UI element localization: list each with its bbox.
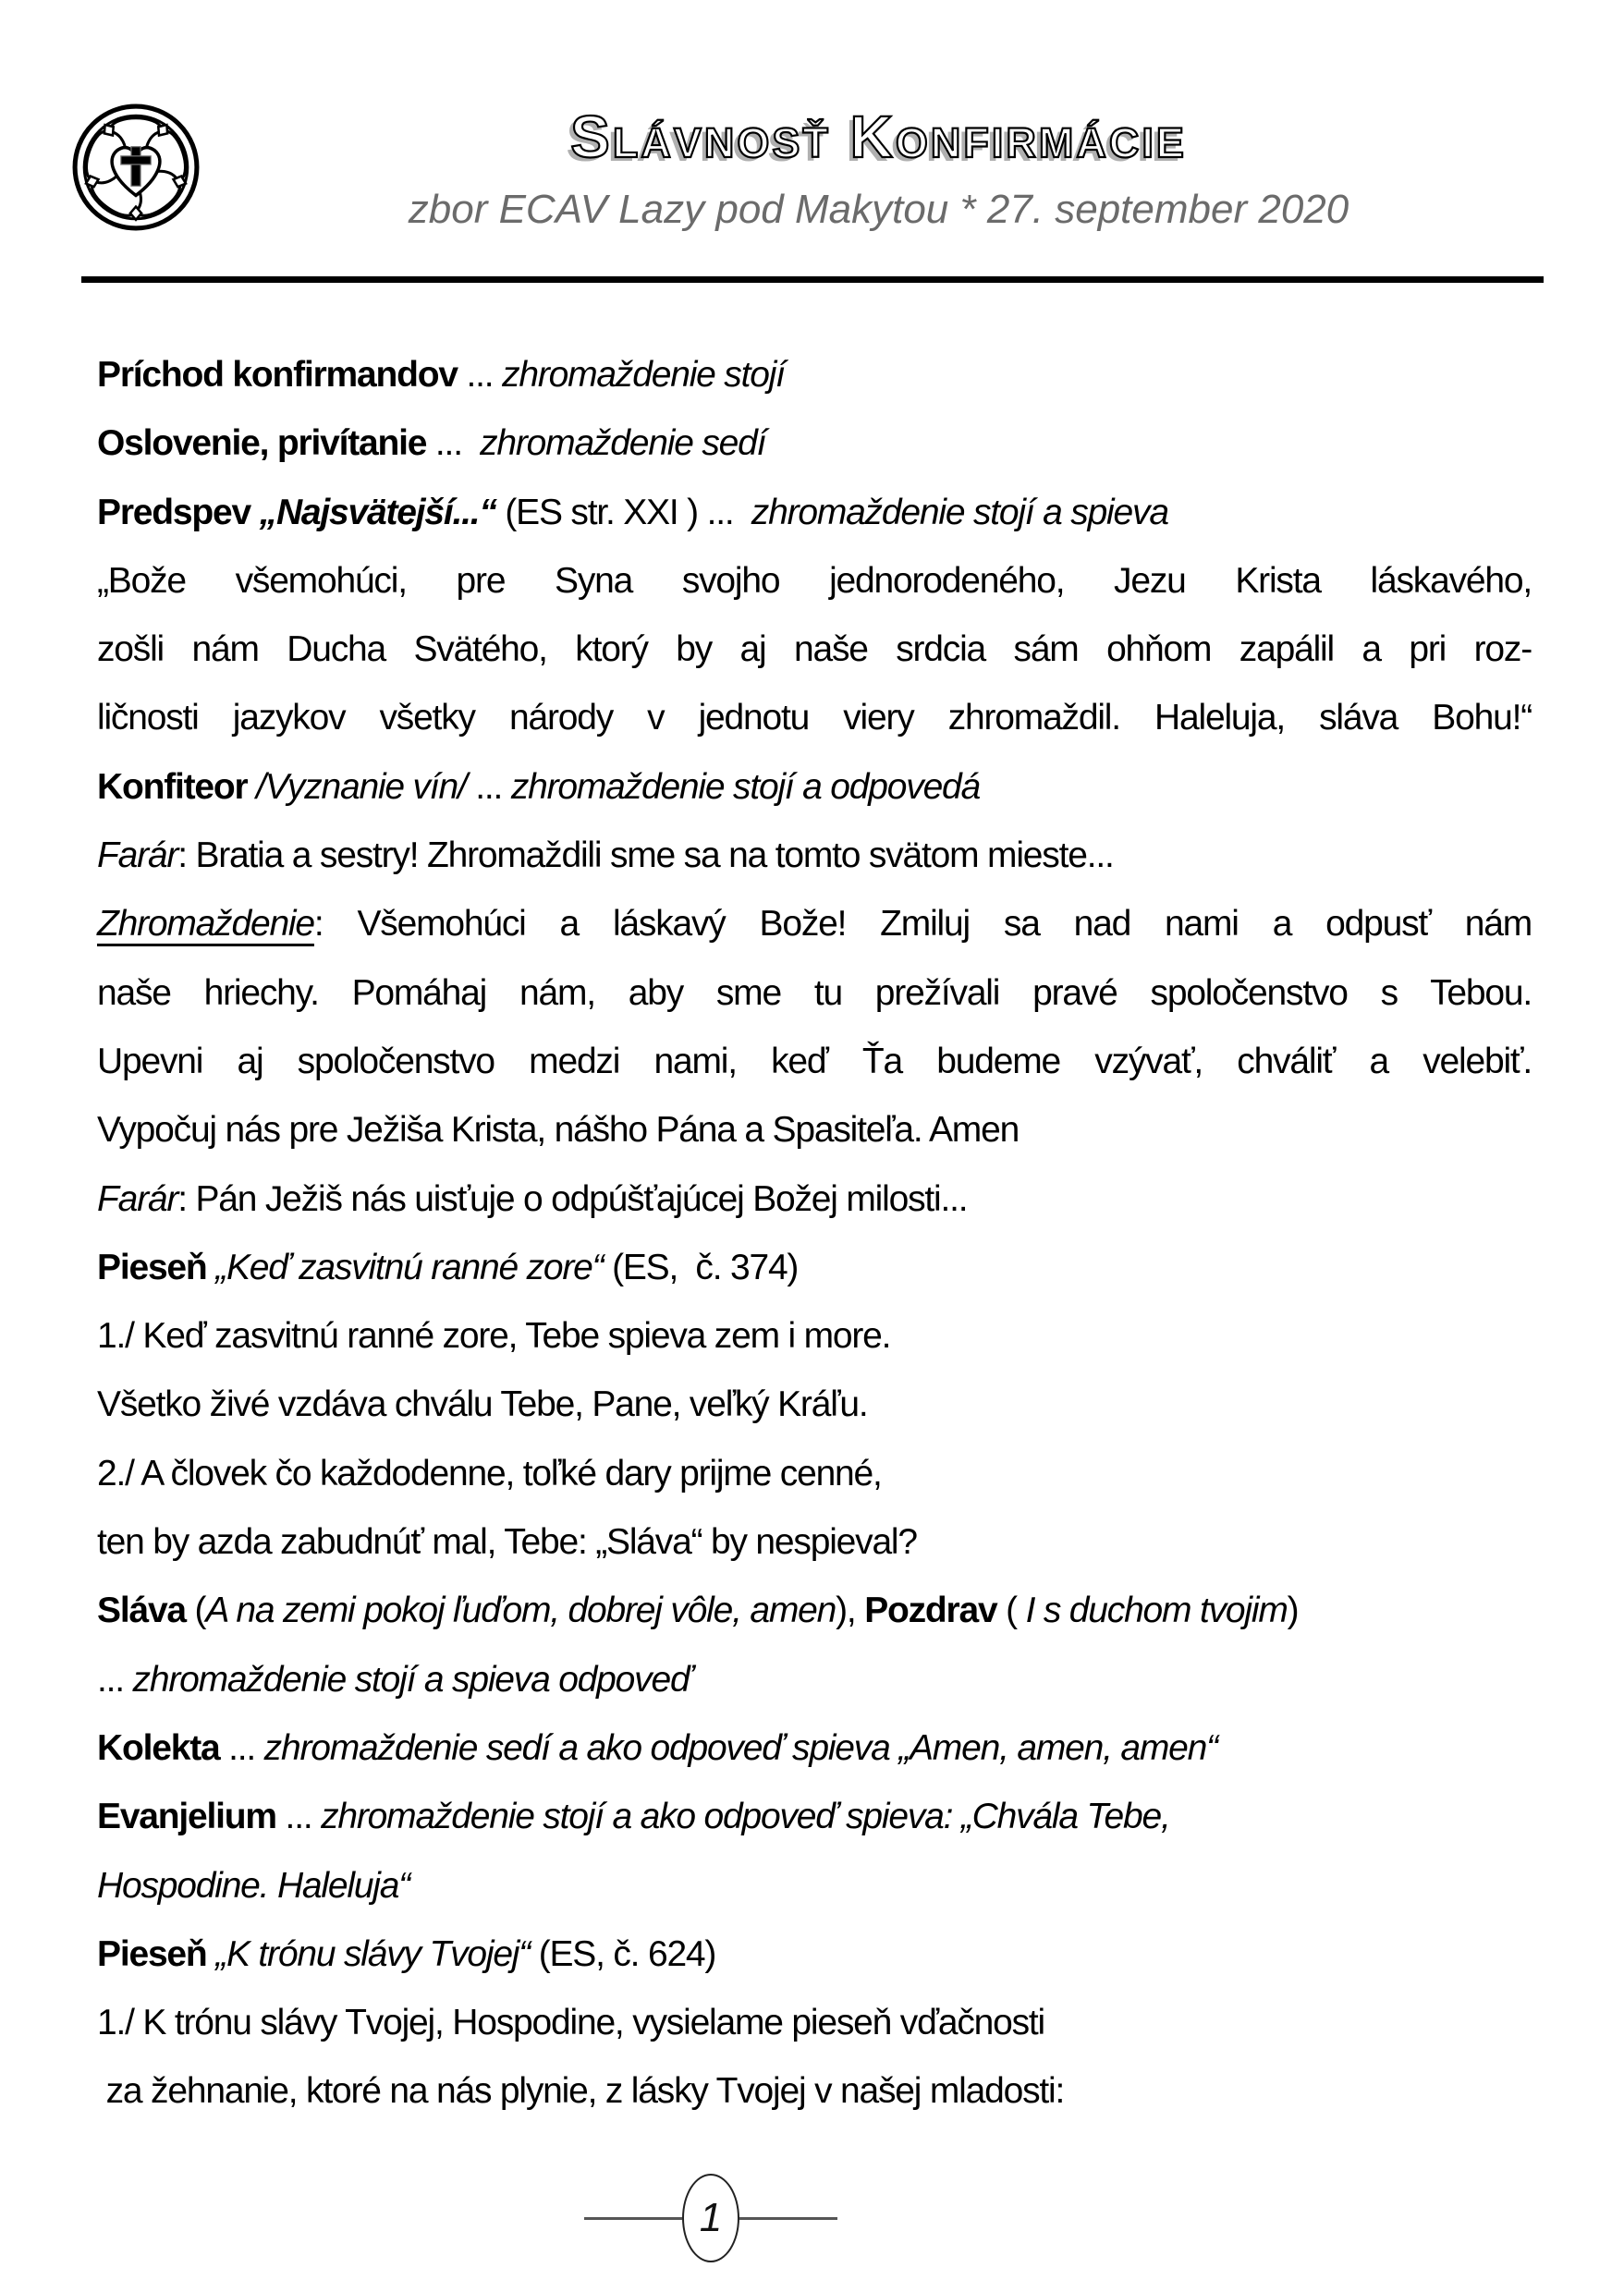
- text-segment: Pieseň: [97, 1247, 216, 1287]
- text-line: [97, 1920, 1532, 1989]
- text-segment: ...: [275, 1797, 322, 1837]
- text-line: [97, 1646, 1532, 1714]
- text-segment: zhromaždenie stojí a spieva odpoveď: [132, 1659, 692, 1700]
- text-segment: ...: [219, 1727, 264, 1768]
- text-line: [97, 1440, 1532, 1508]
- text-segment: Oslovenie, privítanie: [97, 423, 427, 464]
- text-segment: Príchod konfirmandov: [97, 355, 458, 395]
- text-line: [97, 1165, 1532, 1234]
- text-segment: Kolekta: [97, 1727, 220, 1768]
- text-line: [97, 1577, 1532, 1645]
- text-segment: ...: [466, 766, 511, 807]
- text-segment: zhromaždenie stojí a ako odpoveď spieva: „Chvála Tebe,: [321, 1797, 1170, 1837]
- text-segment: „Najsvätejší...“: [259, 492, 496, 532]
- text-segment: ...: [97, 1659, 133, 1700]
- text-segment: /Vyznanie vín/: [256, 766, 467, 807]
- text-segment: zhromaždenie sedí a ako odpoveď spieva „Amen, amen, amen“: [263, 1727, 1217, 1768]
- text-segment: „Keď zasvitnú ranné zore“: [215, 1247, 604, 1287]
- page-number-badge: [682, 2174, 739, 2262]
- text-line: [97, 409, 1532, 478]
- text-segment: zhromaždenie stojí a spieva: [751, 492, 1168, 532]
- text-line: [97, 1508, 1532, 1577]
- text-segment: Zhromaždenie: [97, 904, 314, 945]
- text-segment: zhromaždenie stojí a odpovedá: [510, 766, 981, 807]
- text-segment: 2./ A človek čo každodenne, toľké dary prijme cenné,: [97, 1453, 882, 1493]
- text-segment: zhromaždenie stojí: [502, 355, 785, 395]
- text-segment: (: [185, 1591, 206, 1631]
- text-segment: „K trónu slávy Tvojej“: [215, 1933, 531, 1974]
- text-segment: ): [1287, 1591, 1299, 1631]
- text-line: [97, 1783, 1532, 1851]
- text-segment: [248, 767, 257, 807]
- text-line: [97, 890, 1532, 958]
- text-segment: Upevni aj spoločenstvo medzi nami, keď Ťa budeme vzývať, chváliť a velebiť.: [97, 1041, 1532, 1081]
- text-segment: : Pán Ježiš nás uisťuje o odpúšťajúcej Božej milosti...: [177, 1178, 968, 1219]
- header-rule: [81, 276, 1544, 283]
- text-segment: Evanjelium: [97, 1797, 276, 1837]
- text-line: [97, 616, 1532, 684]
- text-line: [97, 479, 1532, 547]
- text-segment: (ES, č. 624): [530, 1933, 716, 1974]
- page-title: Slávnosť Konfirmácie: [570, 104, 1187, 170]
- text-segment: „Bože všemohúci, pre Syna svojho jednorodeného, Jezu Krista láskavého,: [97, 560, 1532, 601]
- text-line: [97, 959, 1532, 1028]
- text-segment: : Bratia a sestry! Zhromaždili sme sa na tomto svätom mieste...: [177, 835, 1114, 876]
- text-segment: I s duchom tvojim: [1025, 1591, 1288, 1631]
- text-segment: ),: [836, 1591, 865, 1631]
- text-line: [97, 1371, 1532, 1439]
- text-segment: (ES, č. 374): [603, 1247, 799, 1287]
- text-segment: naše hriechy. Pomáhaj nám, aby sme tu prežívali pravé spoločenstvo s Tebou.: [97, 972, 1532, 1013]
- text-segment: : Všemohúci a láskavý Bože! Zmiluj sa nad nami a odpusť nám: [313, 904, 1532, 945]
- text-segment: Sláva: [97, 1591, 186, 1631]
- page-subtitle: zbor ECAV Lazy pod Makytou * 27. september 2020: [408, 187, 1349, 232]
- text-segment: Farár: [97, 835, 178, 876]
- text-line: [97, 341, 1532, 409]
- text-line: [97, 1234, 1532, 1302]
- page-number: 1: [699, 2195, 723, 2240]
- text-line: [97, 547, 1532, 616]
- text-line: [97, 822, 1532, 890]
- footer-line-left: [584, 2217, 682, 2220]
- text-segment: Všetko živé vzdáva chválu Tebe, Pane, veľký Kráľu.: [97, 1384, 868, 1425]
- text-segment: ten by azda zabudnúť mal, Tebe: „Sláva“ by nespieval?: [97, 1522, 917, 1563]
- text-line: [97, 1302, 1532, 1371]
- text-line: [97, 1989, 1532, 2057]
- text-segment: 1./ Keď zasvitnú ranné zore, Tebe spieva zem i more.: [97, 1316, 891, 1357]
- text-segment: A na zemi pokoj ľuďom, dobrej vôle, amen: [205, 1591, 836, 1631]
- text-segment: ...: [426, 423, 481, 464]
- header-text-block: [133, 0, 1624, 233]
- text-line: [97, 684, 1532, 752]
- text-segment: zošli nám Ducha Svätého, ktorý by aj naše srdcia sám ohňom zapálil a pri roz-: [97, 629, 1532, 670]
- text-line: [97, 753, 1532, 822]
- text-segment: (ES str. XXI ) ...: [495, 492, 751, 532]
- text-segment: (: [996, 1591, 1026, 1631]
- text-segment: Predspev: [97, 492, 260, 532]
- text-segment: Vypočuj nás pre Ježiša Krista, nášho Pána a Spasiteľa. Amen: [97, 1110, 1020, 1151]
- text-line: [97, 1028, 1532, 1096]
- text-line: [97, 1096, 1532, 1164]
- text-segment: Pozdrav: [864, 1591, 997, 1631]
- text-segment: zhromaždenie sedí: [480, 423, 766, 464]
- text-segment: Hospodine. Haleluja“: [97, 1865, 410, 1906]
- text-segment: Farár: [97, 1178, 178, 1219]
- service-program: [97, 341, 1532, 2127]
- text-segment: ličnosti jazykov všetky národy v jednotu viery zhromaždil. Haleluja, sláva Bohu!“: [97, 698, 1532, 738]
- footer: [584, 2174, 837, 2262]
- text-segment: 1./ K trónu slávy Tvojej, Hospodine, vysielame pieseň vďačnosti: [97, 2003, 1045, 2043]
- text-segment: ...: [457, 355, 503, 395]
- text-line: [97, 1714, 1532, 1783]
- text-segment: Konfiteor: [97, 766, 248, 807]
- text-segment: za žehnanie, ktoré na nás plynie, z lásky Tvojej v našej mladosti:: [97, 2071, 1065, 2112]
- text-line: [97, 1852, 1532, 1920]
- footer-line-right: [739, 2217, 837, 2220]
- text-line: [97, 2057, 1532, 2126]
- text-segment: Pieseň: [97, 1933, 216, 1974]
